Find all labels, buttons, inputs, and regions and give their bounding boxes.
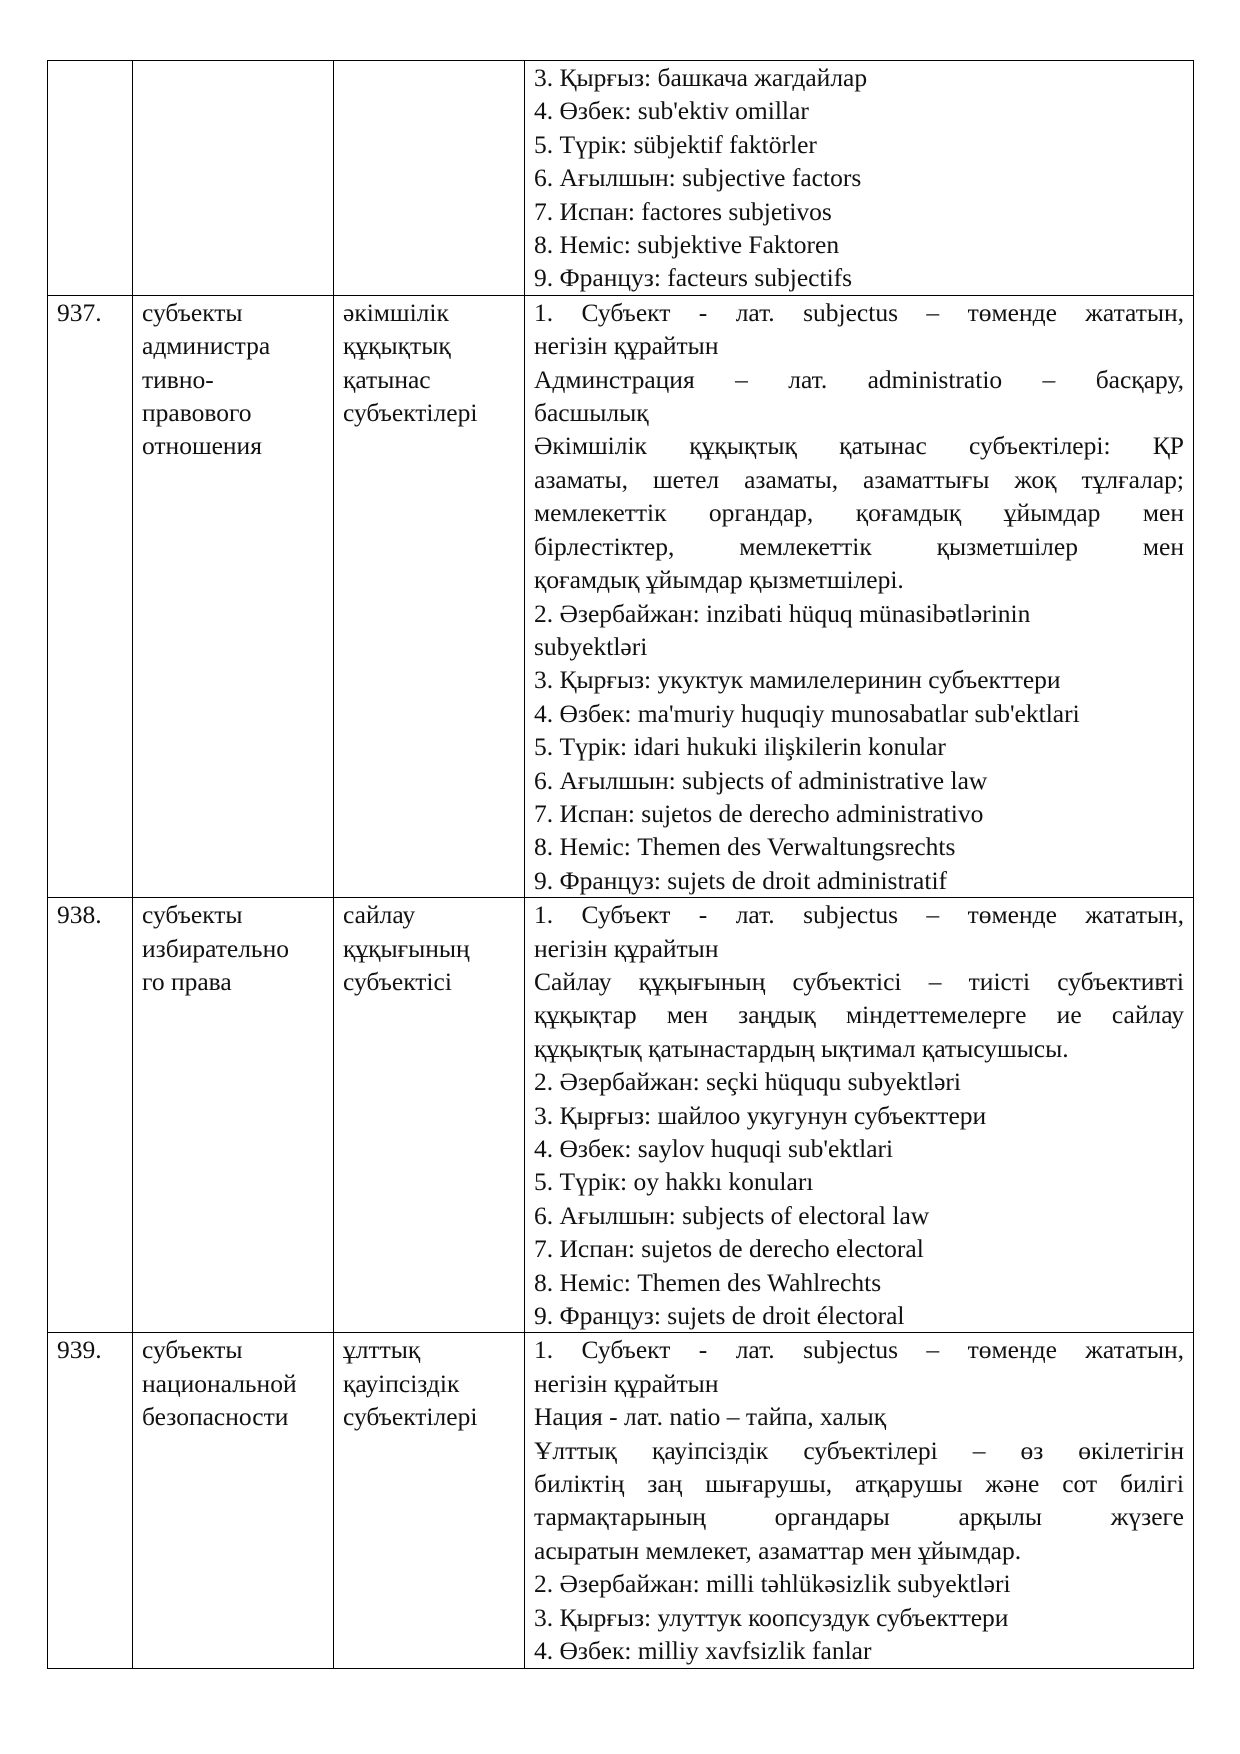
definition-line: мемлекеттік органдар, қоғамдық ұйымдар мен bbox=[534, 498, 1184, 528]
definition-line: азаматы, шетел азаматы, азаматтығы жоқ тұлғалар; bbox=[534, 464, 1184, 494]
definition-line: 6. Ағылшын: subjects of electoral law bbox=[534, 1200, 930, 1230]
russian-term-line: го права bbox=[142, 966, 232, 996]
definition-line: 3. Қырғыз: башкача жагдайлар bbox=[534, 63, 868, 92]
definition-line: 2. Әзербайжан: inzibati hüquq münasibətlərinin bbox=[534, 598, 1031, 628]
russian-term bbox=[133, 61, 334, 296]
definition-line: Сайлау құқығының субъектісі – тиісті субъективті bbox=[534, 966, 1184, 996]
definition-line: subyektləri bbox=[534, 631, 648, 661]
definition-line: 4. Өзбек: milliy xavfsizlik fanlar bbox=[534, 1636, 872, 1666]
russian-term-line: субъекты bbox=[142, 1335, 243, 1365]
definition-line: 7. Испан: sujetos de derecho administrativo bbox=[534, 798, 984, 828]
definition-line: негізін құрайтын bbox=[534, 933, 719, 963]
entry-number: 937. bbox=[48, 295, 133, 897]
definition-line: 5. Түрік: oy hakkı konuları bbox=[534, 1167, 814, 1197]
kazakh-term bbox=[334, 1333, 525, 1668]
definition-line: биліктің заң шығарушы, атқарушы және сот билігі bbox=[534, 1469, 1184, 1499]
definition-line: 3. Қырғыз: шайлоо укугунун субъекттери bbox=[534, 1100, 987, 1130]
russian-term-line: субъекты bbox=[142, 900, 243, 930]
definition-line: 7. Испан: factores subjetivos bbox=[534, 196, 832, 226]
table-row bbox=[48, 295, 1194, 897]
definition-line: құқықтар мен заңдық міндеттемелерге ие сайлау bbox=[534, 1000, 1184, 1030]
table-row bbox=[48, 61, 1194, 296]
definition-line: Нация - лат. natio – тайпа, халық bbox=[534, 1402, 887, 1432]
definition-line: 5. Түрік: idari hukuki ilişkilerin konular bbox=[534, 732, 946, 762]
russian-term-line: тивно- bbox=[142, 364, 214, 394]
definition-line: асыратын мемлекет, азаматтар мен ұйымдар. bbox=[534, 1535, 1022, 1565]
definition-line: 3. Қырғыз: улуттук коопсуздук субъекттери bbox=[534, 1602, 1009, 1632]
definition-line: 5. Түрік: sübjektif faktörler bbox=[534, 129, 817, 159]
kazakh-term-line: құқықтық bbox=[343, 331, 451, 361]
definition-line: 6. Ағылшын: subjects of administrative law bbox=[534, 765, 988, 795]
definition-line: 4. Өзбек: saylov huquqi sub'ektlari bbox=[534, 1134, 894, 1163]
definition-line: негізін құрайтын bbox=[534, 331, 719, 361]
kazakh-term bbox=[334, 61, 525, 296]
kazakh-term bbox=[334, 295, 525, 897]
russian-term-line: правового bbox=[142, 398, 252, 428]
kazakh-term-line: сайлау bbox=[343, 900, 416, 930]
kazakh-term-line: әкімшілік bbox=[343, 297, 449, 327]
kazakh-term-line: қатынас bbox=[343, 364, 431, 394]
dictionary-table bbox=[47, 60, 1194, 1669]
russian-term bbox=[133, 898, 334, 1333]
definition-line: 8. Неміс: Themen des Verwaltungsrechts bbox=[534, 832, 956, 862]
kazakh-term-line: ұлттық bbox=[343, 1335, 421, 1365]
definition-line: 1. Субъект - лат. subjectus – төменде жататын, bbox=[534, 297, 1184, 327]
definition-cell bbox=[525, 61, 1194, 296]
table-row bbox=[48, 1333, 1194, 1668]
definition-line: 4. Өзбек: sub'ektiv omillar bbox=[534, 96, 809, 126]
definition-line: Әкімшілік құқықтық қатынас субъектілері: ҚР bbox=[534, 431, 1184, 461]
definition-line: 9. Француз: facteurs subjectifs bbox=[534, 263, 853, 293]
kazakh-term bbox=[334, 898, 525, 1333]
definition-line: 3. Қырғыз: укуктук мамилелеринин субъекттери bbox=[534, 665, 1061, 695]
definition-line: 6. Ағылшын: subjective factors bbox=[534, 163, 862, 193]
kazakh-term-line: субъектілері bbox=[343, 1402, 478, 1432]
definition-line: 7. Испан: sujetos de derecho electoral bbox=[534, 1234, 924, 1264]
definition-line: 1. Субъект - лат. subjectus – төменде жататын, bbox=[534, 1335, 1184, 1365]
definition-line: 9. Француз: sujets de droit électoral bbox=[534, 1301, 905, 1331]
kazakh-term-line: субъектілері bbox=[343, 398, 478, 428]
kazakh-term-line: құқығының bbox=[343, 933, 470, 963]
russian-term-line: администра bbox=[142, 331, 271, 361]
dictionary-body bbox=[48, 61, 1194, 1669]
definition-line: 2. Әзербайжан: milli təhlükəsizlik subyektləri bbox=[534, 1569, 1011, 1599]
russian-term-line: субъекты bbox=[142, 297, 243, 327]
definition-line: 2. Әзербайжан: seçki hüququ subyektləri bbox=[534, 1067, 961, 1097]
russian-term-line: избирательно bbox=[142, 933, 289, 963]
russian-term-line: национальной bbox=[142, 1368, 297, 1398]
definition-line: 1. Субъект - лат. subjectus – төменде жататын, bbox=[534, 900, 1184, 930]
definition-cell bbox=[525, 1333, 1194, 1668]
definition-line: қоғамдық ұйымдар қызметшілері. bbox=[534, 565, 904, 595]
definition-line: басшылық bbox=[534, 398, 649, 428]
definition-cell bbox=[525, 898, 1194, 1333]
russian-term bbox=[133, 1333, 334, 1668]
definition-line: 9. Француз: sujets de droit administratif bbox=[534, 865, 948, 895]
definition-line: 8. Неміс: Themen des Wahlrechts bbox=[534, 1267, 882, 1297]
kazakh-term-line: субъектісі bbox=[343, 966, 452, 996]
definition-line: 4. Өзбек: ma'muriy huquqiy munosabatlar sub'ektlari bbox=[534, 698, 1080, 728]
entry-number bbox=[48, 61, 133, 296]
definition-line: тармақтарының органдары арқылы жүзеге bbox=[534, 1502, 1184, 1532]
kazakh-term-line: қауіпсіздік bbox=[343, 1368, 460, 1398]
entry-number: 939. bbox=[48, 1333, 133, 1668]
entry-number: 938. bbox=[48, 898, 133, 1333]
table-row bbox=[48, 898, 1194, 1333]
russian-term-line: безопасности bbox=[142, 1402, 289, 1432]
definition-cell bbox=[525, 295, 1194, 897]
russian-term-line: отношения bbox=[142, 431, 262, 461]
definition-line: 8. Неміс: subjektive Faktoren bbox=[534, 230, 840, 260]
definition-line: Админстрация – лат. administratio – басқару, bbox=[534, 364, 1184, 394]
definition-line: негізін құрайтын bbox=[534, 1368, 719, 1398]
definition-line: бірлестіктер, мемлекеттік қызметшілер мен bbox=[534, 531, 1184, 561]
definition-line: құқықтық қатынастардың ықтимал қатысушысы. bbox=[534, 1033, 1069, 1063]
russian-term bbox=[133, 295, 334, 897]
definition-line: Ұлттық қауіпсіздік субъектілері – өз өкілетігін bbox=[534, 1435, 1184, 1465]
